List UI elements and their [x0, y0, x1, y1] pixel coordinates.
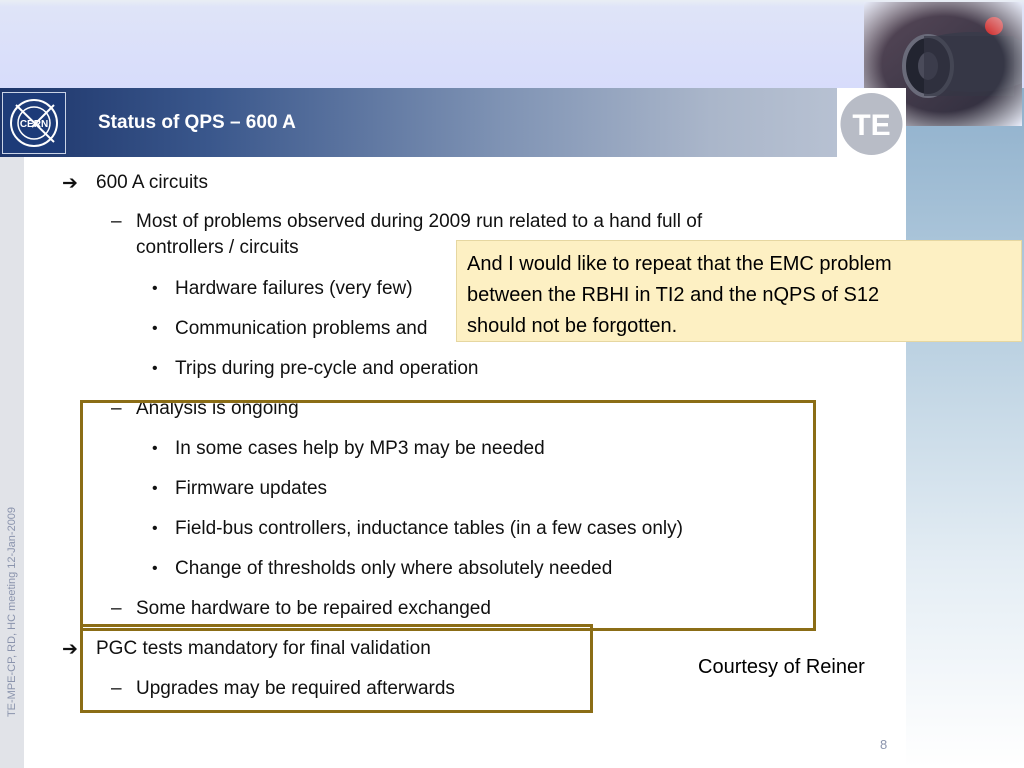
te-logo-icon — [837, 88, 906, 157]
dot-bullet-icon: • — [152, 320, 158, 337]
pgc-highlight-box — [80, 624, 593, 713]
bullet-fieldbus-controllers: Field-bus controllers, inductance tables (in a few cases only) — [175, 518, 683, 539]
arrow-bullet-icon: ➔ — [62, 173, 78, 194]
dash-bullet-icon: – — [111, 598, 122, 619]
dash-bullet-icon: – — [111, 211, 122, 232]
dot-bullet-icon: • — [152, 440, 158, 457]
bullet-problems-observed-cont: controllers / circuits — [136, 237, 299, 258]
bullet-pgc-tests: PGC tests mandatory for final validation — [96, 638, 431, 659]
dot-bullet-icon: • — [152, 480, 158, 497]
bullet-problems-observed: Most of problems observed during 2009 run related to a hand full of — [136, 211, 703, 232]
dot-bullet-icon: • — [152, 280, 158, 297]
analysis-highlight-box — [80, 400, 816, 631]
slide-title: Status of QPS – 600 A — [98, 112, 296, 133]
emc-note-callout — [456, 240, 1022, 342]
bullet-communication-problems: Communication problems and — [175, 318, 428, 339]
bullet-600a-circuits: 600 A circuits — [96, 172, 208, 193]
bullet-hardware-failures: Hardware failures (very few) — [175, 278, 413, 299]
bullet-trips: Trips during pre-cycle and operation — [175, 358, 479, 379]
dot-bullet-icon: • — [152, 520, 158, 537]
footer-meeting-text: TE-MPE-CP, RD, HC meeting 12-Jan-2009 — [6, 506, 18, 718]
bullet-mp3-help: In some cases help by MP3 may be needed — [175, 438, 545, 459]
bullet-firmware-updates: Firmware updates — [175, 478, 328, 499]
arrow-bullet-icon: ➔ — [62, 639, 78, 660]
page-number: 8 — [880, 737, 888, 752]
bullet-analysis-ongoing: Analysis is ongoing — [136, 398, 299, 419]
dot-bullet-icon: • — [152, 560, 158, 577]
courtesy-text: Courtesy of Reiner — [698, 656, 865, 678]
bullet-upgrades: Upgrades may be required afterwards — [136, 678, 455, 699]
dash-bullet-icon: – — [111, 678, 122, 699]
note-line: should not be forgotten. — [467, 315, 678, 337]
dot-bullet-icon: • — [152, 360, 158, 377]
cern-logo-icon — [2, 92, 66, 154]
note-line: between the RBHI in TI2 and the nQPS of S12 — [467, 284, 880, 306]
bullet-hardware-repaired: Some hardware to be repaired exchanged — [136, 598, 491, 619]
right-decoration — [906, 88, 1024, 768]
cern-logo-text: CERN — [19, 119, 49, 130]
te-logo-container — [837, 88, 906, 157]
dash-bullet-icon: – — [111, 398, 122, 419]
note-line: And I would like to repeat that the EMC problem — [467, 253, 892, 275]
te-logo-text: TE — [852, 109, 891, 142]
bullet-change-thresholds: Change of thresholds only where absolutely needed — [175, 558, 613, 579]
